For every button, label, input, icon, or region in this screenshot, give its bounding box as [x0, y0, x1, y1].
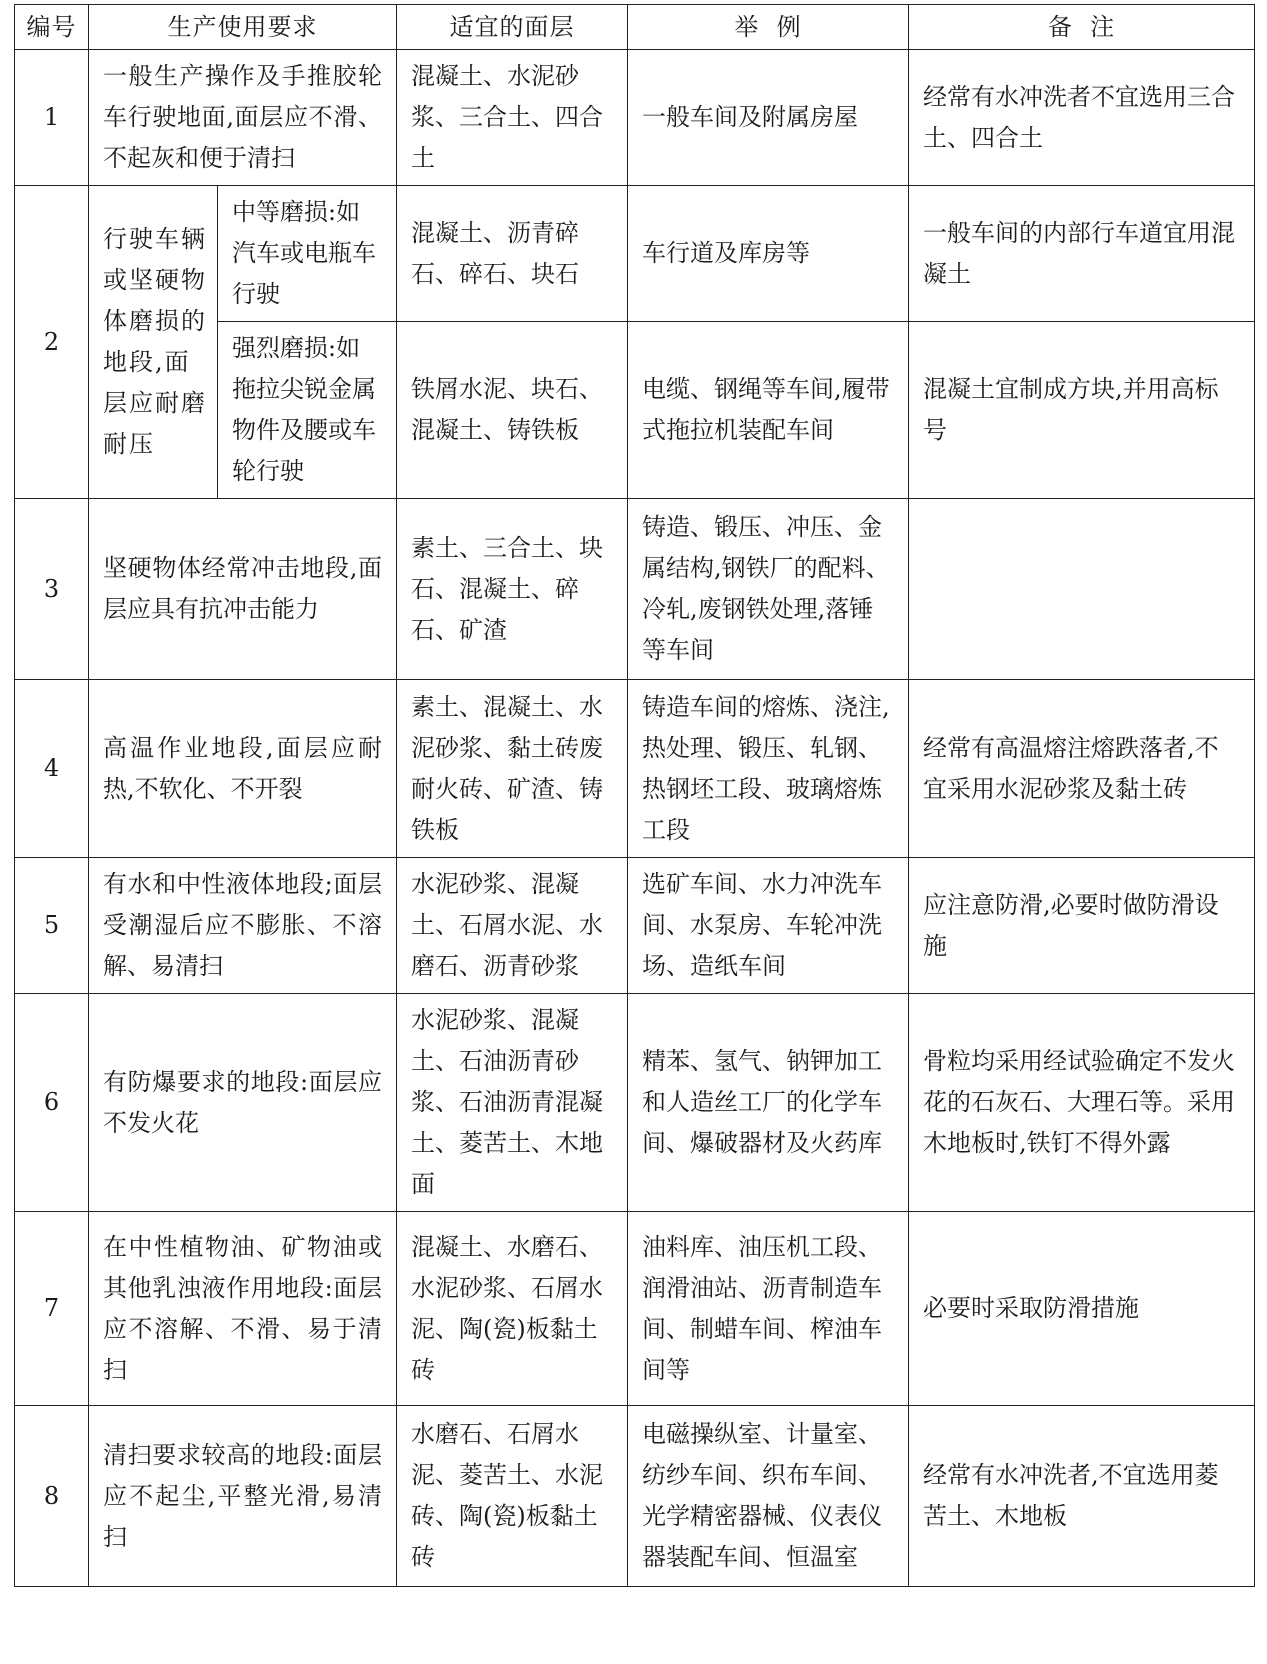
row-surface: 素土、混凝土、水泥砂浆、黏土砖废耐火砖、矿渣、铸铁板: [397, 680, 628, 858]
header-example: 举 例: [628, 5, 909, 50]
row-requirement: 一般生产操作及手推胶轮车行驶地面,面层应不滑、不起灰和便于清扫: [89, 50, 397, 186]
row-surface: 混凝土、水泥砂浆、三合土、四合土: [397, 50, 628, 186]
table-row: [15, 1406, 1255, 1587]
header-num: 编号: [15, 5, 89, 50]
row-surface: 素土、三合土、块石、混凝土、碎石、矿渣: [397, 499, 628, 680]
row-surface: 水泥砂浆、混凝土、石屑水泥、水磨石、沥青砂浆: [397, 858, 628, 994]
row-requirement: 有水和中性液体地段;面层受潮湿后应不膨胀、不溶解、易清扫: [89, 858, 397, 994]
row-subrequirement: 中等磨损:如汽车或电瓶车行驶: [218, 186, 397, 322]
row-example: 电磁操纵室、计量室、纺纱车间、织布车间、光学精密器械、仪表仪器装配车间、恒温室: [628, 1406, 909, 1587]
row-example: 精苯、氢气、钠钾加工和人造丝工厂的化学车间、爆破器材及火药库: [628, 994, 909, 1212]
row-remark: 经常有水冲洗者不宜选用三合土、四合土: [909, 50, 1255, 186]
header-surface: 适宜的面层: [397, 5, 628, 50]
row-requirement: 清扫要求较高的地段:面层应不起尘,平整光滑,易清扫: [89, 1406, 397, 1587]
row-num: 6: [15, 994, 89, 1212]
header-remark: 备 注: [909, 5, 1255, 50]
table-header-row: [15, 5, 1255, 50]
row-num: 1: [15, 50, 89, 186]
table-row: [15, 50, 1255, 186]
row-num: 3: [15, 499, 89, 680]
row-requirement-group: 行驶车辆或坚硬物体磨损的地段,面层应耐磨耐压: [89, 186, 218, 499]
row-requirement: 在中性植物油、矿物油或其他乳浊液作用地段:面层应不溶解、不滑、易于清扫: [89, 1212, 397, 1406]
table-row: [15, 186, 1255, 322]
row-example: 一般车间及附属房屋: [628, 50, 909, 186]
row-example: 电缆、钢绳等车间,履带式拖拉机装配车间: [628, 322, 909, 499]
row-surface: 铁屑水泥、块石、混凝土、铸铁板: [397, 322, 628, 499]
row-requirement: 坚硬物体经常冲击地段,面层应具有抗冲击能力: [89, 499, 397, 680]
table-row: [15, 680, 1255, 858]
row-example: 车行道及库房等: [628, 186, 909, 322]
row-example: 油料库、油压机工段、润滑油站、沥青制造车间、制蜡车间、榨油车间等: [628, 1212, 909, 1406]
row-remark: 经常有水冲洗者,不宜选用菱苦土、木地板: [909, 1406, 1255, 1587]
row-remark: 一般车间的内部行车道宜用混凝土: [909, 186, 1255, 322]
table-row: [15, 499, 1255, 680]
row-surface: 水磨石、石屑水泥、菱苦土、水泥砖、陶(瓷)板黏土砖: [397, 1406, 628, 1587]
row-remark: 应注意防滑,必要时做防滑设施: [909, 858, 1255, 994]
floor-surface-table: [14, 4, 1255, 1587]
row-num: 8: [15, 1406, 89, 1587]
row-remark: [909, 499, 1255, 680]
row-remark: 混凝土宜制成方块,并用高标号: [909, 322, 1255, 499]
row-requirement: 有防爆要求的地段:面层应不发火花: [89, 994, 397, 1212]
row-num: 2: [15, 186, 89, 499]
table-row: [15, 994, 1255, 1212]
row-example: 铸造车间的熔炼、浇注,热处理、锻压、轧钢、热钢坯工段、玻璃熔炼工段: [628, 680, 909, 858]
row-surface: 水泥砂浆、混凝土、石油沥青砂浆、石油沥青混凝土、菱苦土、木地面: [397, 994, 628, 1212]
row-num: 5: [15, 858, 89, 994]
row-requirement: 高温作业地段,面层应耐热,不软化、不开裂: [89, 680, 397, 858]
row-num: 7: [15, 1212, 89, 1406]
table-row: [15, 1212, 1255, 1406]
row-example: 铸造、锻压、冲压、金属结构,钢铁厂的配料、冷轧,废钢铁处理,落锤等车间: [628, 499, 909, 680]
document-page: [14, 4, 1254, 1587]
row-subrequirement: 强烈磨损:如拖拉尖锐金属物件及腰或车轮行驶: [218, 322, 397, 499]
row-remark: 骨粒均采用经试验确定不发火花的石灰石、大理石等。采用木地板时,铁钉不得外露: [909, 994, 1255, 1212]
row-remark: 必要时采取防滑措施: [909, 1212, 1255, 1406]
header-requirement: 生产使用要求: [89, 5, 397, 50]
row-remark: 经常有高温熔注熔跌落者,不宜采用水泥砂浆及黏土砖: [909, 680, 1255, 858]
table-row: [15, 858, 1255, 994]
row-surface: 混凝土、沥青碎石、碎石、块石: [397, 186, 628, 322]
row-surface: 混凝土、水磨石、水泥砂浆、石屑水泥、陶(瓷)板黏土砖: [397, 1212, 628, 1406]
row-example: 选矿车间、水力冲洗车间、水泵房、车轮冲洗场、造纸车间: [628, 858, 909, 994]
row-num: 4: [15, 680, 89, 858]
